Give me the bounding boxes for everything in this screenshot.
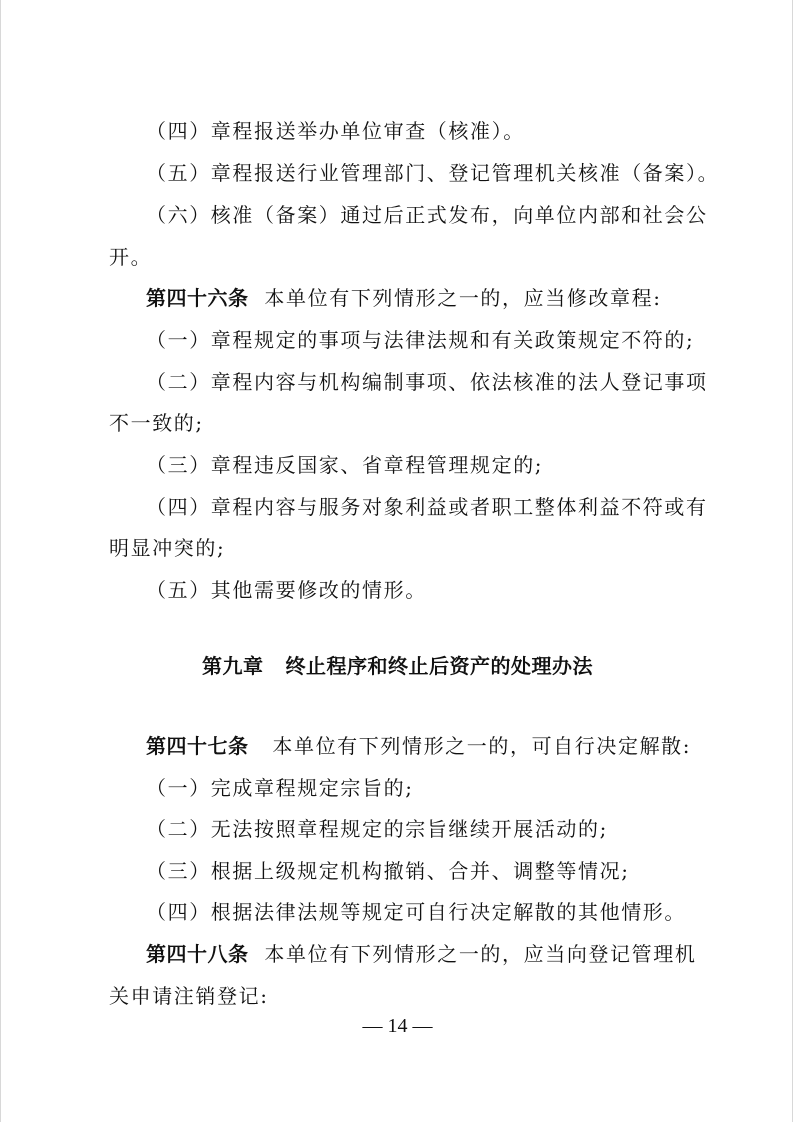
paragraph-line [146, 326, 746, 354]
paragraph-line [146, 117, 746, 145]
text-span: 明显冲突的; [109, 536, 226, 560]
paragraph-line [146, 201, 746, 229]
text-span: 本单位有下列情形之一的，应当向登记管理机 [264, 942, 697, 966]
article-47-heading [146, 732, 746, 760]
page-number: — 14 — [362, 1015, 433, 1037]
text-span: （六）核准（备案）通过后正式发布，向单位内部和社会公 [146, 203, 708, 227]
text-span: 关申请注销登记: [109, 984, 269, 1008]
paragraph-line [146, 898, 746, 926]
paragraph-line [146, 576, 746, 604]
article-46-heading [146, 284, 746, 312]
text-span: 不一致的; [109, 411, 204, 435]
paragraph-line [146, 159, 746, 187]
paragraph-line [146, 368, 746, 396]
text-span: （二）章程内容与机构编制事项、依法核准的法人登记事项 [146, 370, 708, 394]
paragraph-line [146, 493, 746, 521]
text-span: （一）完成章程规定宗旨的; [146, 776, 414, 800]
text-span: （五）章程报送行业管理部门、登记管理机关核准（备案）。 [146, 161, 720, 185]
text-span: （三）根据上级规定机构撤销、合并、调整等情况; [146, 859, 630, 883]
text-span: （一）章程规定的事项与法律法规和有关政策规定不符的; [146, 328, 695, 352]
text-span: 本单位有下列情形之一的，可自行决定解散: [272, 734, 692, 758]
text-span: 本单位有下列情形之一的，应当修改章程: [264, 286, 662, 310]
paragraph-line [146, 815, 746, 843]
text-span: （四）根据法律法规等规定可自行决定解散的其他情形。 [146, 900, 686, 924]
paragraph-line [109, 243, 709, 271]
article-label: 第四十六条 [146, 286, 249, 310]
paragraph-line [109, 409, 709, 437]
text-span: （四）章程内容与服务对象利益或者职工整体利益不符或有 [146, 495, 708, 519]
chapter-title: 终止程序和终止后资产的处理办法 [285, 654, 593, 678]
article-label: 第四十八条 [146, 942, 249, 966]
text-span: （五）其他需要修改的情形。 [146, 578, 427, 602]
paragraph-line [109, 534, 709, 562]
text-span: 开。 [109, 245, 153, 269]
chapter-number: 第九章 [202, 654, 264, 678]
text-span: （三）章程违反国家、省章程管理规定的; [146, 453, 544, 477]
article-48-heading [146, 940, 746, 968]
paragraph-line [109, 982, 709, 1010]
paragraph-line [146, 774, 746, 802]
text-span: （四）章程报送举办单位审查（核准）。 [146, 119, 525, 143]
chapter-heading [1, 652, 793, 680]
paragraph-line [146, 857, 746, 885]
paragraph-line [146, 451, 746, 479]
article-label: 第四十七条 [146, 734, 249, 758]
text-span: （二）无法按照章程规定的宗旨继续开展活动的; [146, 817, 608, 841]
